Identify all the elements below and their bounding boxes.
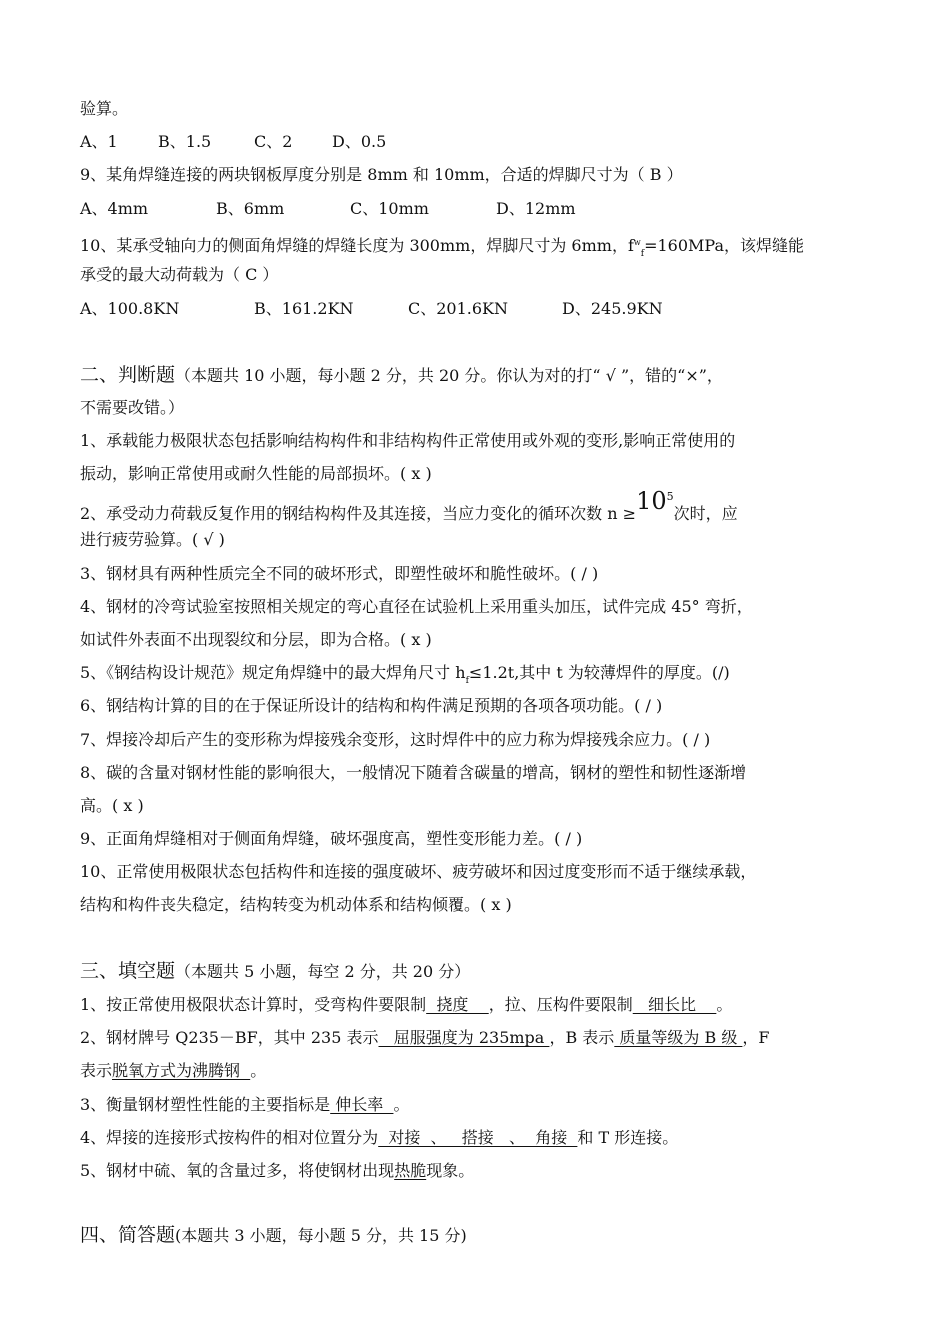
judge-5-text-a: 5、《钢结构设计规范》规定角焊缝中的最大焊角尺寸 h (80, 663, 466, 682)
fill-1-text-c: 。 (716, 995, 733, 1014)
fill-1-text-a: 1、按正常使用极限状态计算时，受弯构件要限制 (80, 995, 427, 1014)
q8-option-a: A、1 (80, 132, 118, 151)
q10-superscript: w (633, 238, 641, 247)
section-4-note: (本题共 3 小题，每小题 5 分，共 15 分) (175, 1226, 467, 1245)
judge-8-line2: 高。( x ) (80, 796, 144, 815)
fill-1 (80, 994, 880, 1016)
fill-2-answer-2: 质量等级为 B 级 (614, 1028, 743, 1047)
fill-1-answer-2: 细长比 (632, 995, 717, 1014)
fill-2-text-c: ，F (742, 1028, 770, 1047)
fill-4-answer: 对接 、 搭接 、 角接 (378, 1128, 578, 1147)
fill-3 (80, 1094, 880, 1116)
fill-5 (80, 1160, 880, 1182)
judge-2-line2: 进行疲劳验算。( √ ) (80, 530, 225, 549)
q10-options (80, 298, 880, 320)
fill-1-answer-1: 挠度 (426, 995, 489, 1014)
q9-text: 9、某角焊缝连接的两块钢板厚度分别是 8mm 和 10mm，合适的焊脚尺寸为（ B ） (80, 165, 683, 184)
judge-4-line1: 4、钢材的冷弯试验室按照相关规定的弯心直径在试验机上采用重头加压，试件完成 45° 弯折， (80, 597, 753, 616)
section-2-title: 二、判断题 (80, 364, 176, 386)
fill-2-answer-3: 脱氧方式为沸腾钢 (112, 1061, 251, 1080)
q10-line1 (80, 232, 880, 265)
q8-options (80, 131, 880, 153)
q10-option-d: D、245.9KN (562, 299, 663, 318)
fill-5-text-a: 5、钢材中硫、氧的含量过多，将使钢材出现 (80, 1161, 395, 1180)
judge-10-line2: 结构和构件丧失稳定，结构转变为机动体系和结构倾覆。( x ) (80, 895, 512, 914)
judge-2-power (636, 487, 674, 515)
judge-9: 9、正面角焊缝相对于侧面角焊缝，破坏强度高，塑性变形能力差。( / ) (80, 829, 583, 848)
judge-6: 6、钢结构计算的目的在于保证所设计的结构和构件满足预期的各项各项功能。( / ) (80, 696, 663, 715)
fill-2-text-e: 。 (250, 1061, 267, 1080)
q10-text-a: 10、某承受轴向力的侧面角焊缝的焊缝长度为 300mm，焊脚尺寸为 6mm，f (80, 236, 634, 255)
fill-2-answer-1: 屈服强度为 235mpa (378, 1028, 550, 1047)
q8-option-c: C、2 (254, 132, 293, 151)
fill-5-answer: 热脆 (394, 1161, 427, 1180)
fill-1-text-b: ，拉、压构件要限制 (488, 995, 633, 1014)
judge-5-text-b: ≤1.2t,其中 t 为较薄焊件的厚度。(/) (468, 663, 730, 682)
section-3-heading (80, 960, 880, 983)
fill-3-answer: 伸长率 (330, 1095, 394, 1114)
fill-2-text-a: 2、钢材牌号 Q235－BF，其中 235 表示 (80, 1028, 379, 1047)
judge-2-line1 (80, 487, 880, 525)
section-3-note: （本题共 5 小题，每空 2 分，共 20 分） (175, 962, 471, 981)
fill-2-text-d: 表示 (80, 1061, 113, 1080)
q9-option-c: C、10mm (350, 199, 429, 218)
judge-8-line1: 8、碳的含量对钢材性能的影响很大，一般情况下随着含碳量的增高，钢材的塑性和韧性逐渐增 (80, 763, 747, 782)
q9-option-d: D、12mm (496, 199, 576, 218)
q9-option-a: A、4mm (80, 199, 149, 218)
judge-10-line1: 10、正常使用极限状态包括构件和连接的强度破坏、疲劳破坏和因过度变形而不适于继续承载， (80, 862, 757, 881)
q10-line2: 承受的最大动荷载为（ C ） (80, 265, 279, 284)
fill-2-text-b: ，B 表示 (549, 1028, 615, 1047)
judge-2-exponent: 5 (666, 490, 674, 503)
judge-5 (80, 662, 880, 692)
fill-5-text-b: 现象。 (426, 1161, 475, 1180)
fill-4 (80, 1127, 880, 1149)
section-4-title: 四、简答题 (80, 1224, 176, 1246)
judge-2-text-c: 次时，应 (673, 504, 738, 523)
judge-2-text-a: 2、承受动力荷载反复作用的钢结构构件及其连接，当应力变化的循环次数 n ≥ (80, 504, 637, 523)
section-2-note: （本题共 10 小题，每小题 2 分，共 20 分。你认为对的打“ √ ”，错的“×”， (175, 366, 723, 385)
q10-option-b: B、161.2KN (254, 299, 354, 318)
judge-2-base: 10 (636, 487, 667, 515)
judge-4-line2: 如试件外表面不出现裂纹和分层，即为合格。( x ) (80, 630, 432, 649)
section-3-title: 三、填空题 (80, 960, 176, 982)
q9-options (80, 198, 880, 220)
section-2-note-cont: 不需要改错。） (80, 398, 185, 417)
judge-1-line2: 振动，影响正常使用或耐久性能的局部损坏。( x ) (80, 464, 432, 483)
fill-4-text-a: 4、焊接的连接形式按构件的相对位置分为 (80, 1128, 379, 1147)
q8-continuation: 验算。 (80, 99, 129, 118)
judge-5-subscript: f (465, 676, 469, 686)
fill-4-text-b: 和 T 形连接。 (577, 1128, 679, 1147)
q10-option-c: C、201.6KN (408, 299, 509, 318)
fill-2-line1 (80, 1027, 880, 1049)
judge-1-line1: 1、承载能力极限状态包括影响结构构件和非结构构件正常使用或外观的变形,影响正常使用的 (80, 431, 736, 450)
q10-text-b: =160MPa，该焊缝能 (644, 236, 804, 255)
q9-option-b: B、6mm (216, 199, 285, 218)
section-2-heading (80, 364, 880, 387)
q10-option-a: A、100.8KN (80, 299, 180, 318)
judge-3: 3、钢材具有两种性质完全不同的破坏形式，即塑性破坏和脆性破坏。( / ) (80, 564, 599, 583)
judge-7: 7、焊接冷却后产生的变形称为焊接残余变形，这时焊件中的应力称为焊接残余应力。( / ) (80, 730, 711, 749)
fill-3-text-b: 。 (393, 1095, 410, 1114)
q8-option-b: B、1.5 (158, 132, 212, 151)
q8-option-d: D、0.5 (332, 132, 387, 151)
fill-3-text-a: 3、衡量钢材塑性性能的主要指标是 (80, 1095, 331, 1114)
q10-subscript: f (640, 249, 645, 259)
section-4-heading (80, 1224, 880, 1247)
fill-2-line2 (80, 1060, 880, 1082)
